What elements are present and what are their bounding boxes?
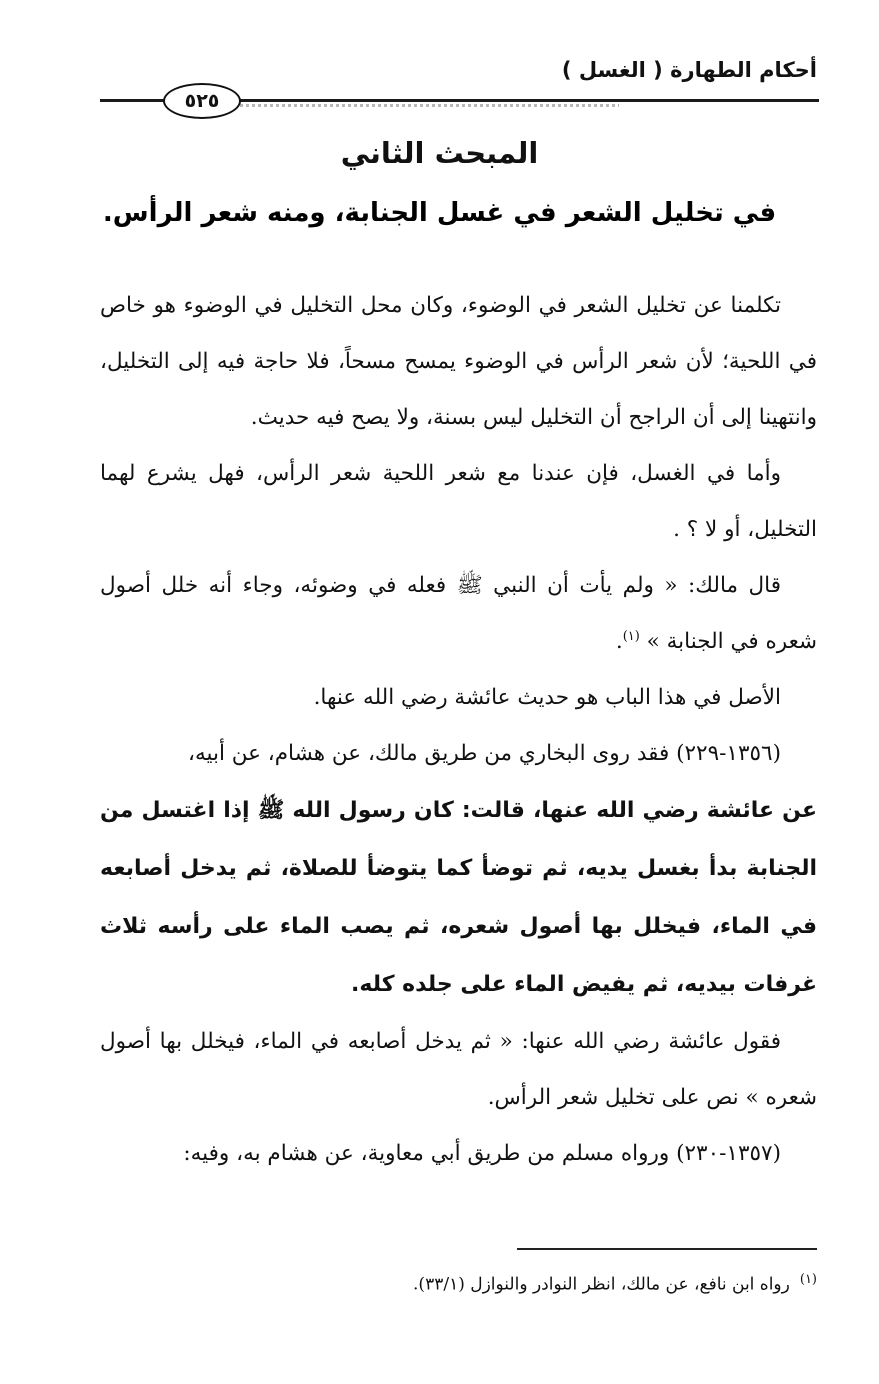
hadith-isnad-1: (١٣٥٦-٢٢٩) فقد روى البخاري من طريق مالك، عن هشام، عن أبيه، xyxy=(188,741,781,766)
paragraph-2: وأما في الغسل، فإن عندنا مع شعر اللحية شعر الرأس، فهل يشرع لهما التخليل، أو لا ؟ . xyxy=(100,461,817,542)
footnote-rule xyxy=(517,1248,817,1250)
footnote-text: رواه ابن نافع، عن مالك، انظر النوادر والنوازل (٣٣/١). xyxy=(413,1274,790,1295)
page-number: ٥٢٥ xyxy=(163,83,241,119)
paragraph-4: الأصل في هذا الباب هو حديث عائشة رضي الله عنها. xyxy=(313,685,781,710)
hadith-isnad-2: (١٣٥٧-٢٣٠) ورواه مسلم من طريق أبي معاوية، عن هشام به، وفيه: xyxy=(183,1141,781,1166)
footnote-marker: (١) xyxy=(799,1272,817,1287)
paragraph-7: فقول عائشة رضي الله عنها: « ثم يدخل أصابعه في الماء، فيخلل بها أصول شعره » نص على تخليل شعر الرأس. xyxy=(100,1029,817,1110)
body-text xyxy=(100,278,817,1182)
section-subheading: في تخليل الشعر في غسل الجنابة، ومنه شعر الرأس. xyxy=(102,198,777,228)
footnote-reference[interactable]: (١) xyxy=(622,628,640,644)
paragraph-1: تكلمنا عن تخليل الشعر في الوضوء، وكان محل التخليل في الوضوء هو خاص في اللحية؛ لأن شعر الرأس في الوضوء يمسح مسحاً، فلا حاجة فيه إلى التخليل، وانتهينا إلى أن الراجح أن التخليل ليس بسنة، ولا يصح فيه حديث. xyxy=(100,293,817,430)
section-heading: المبحث الثاني xyxy=(340,136,539,170)
running-title: أحكام الطهارة ( الغسل ) xyxy=(561,58,817,82)
malik-quote: قال مالك: « ولم يأت أن النبي ﷺ فعله في وضوئه، وجاء أنه خلل أصول شعره في الجنابة » xyxy=(100,573,817,654)
hadith-text: عن عائشة رضي الله عنها، قالت: كان رسول الله ﷺ إذا اغتسل من الجنابة بدأ بغسل يديه، ثم توضأ كما يتوضأ للصلاة، ثم يدخل أصابعه في الماء، فيخلل بها أصول شعره، ثم يصب الماء على رأسه ثلاث غرفات بيديه، ثم يفيض الماء على جلده كله. xyxy=(100,798,817,997)
paragraph-3 xyxy=(100,558,817,670)
paragraph-3-end: . xyxy=(615,629,623,654)
footnote xyxy=(100,1272,817,1295)
header-rule-ornament xyxy=(240,104,619,107)
